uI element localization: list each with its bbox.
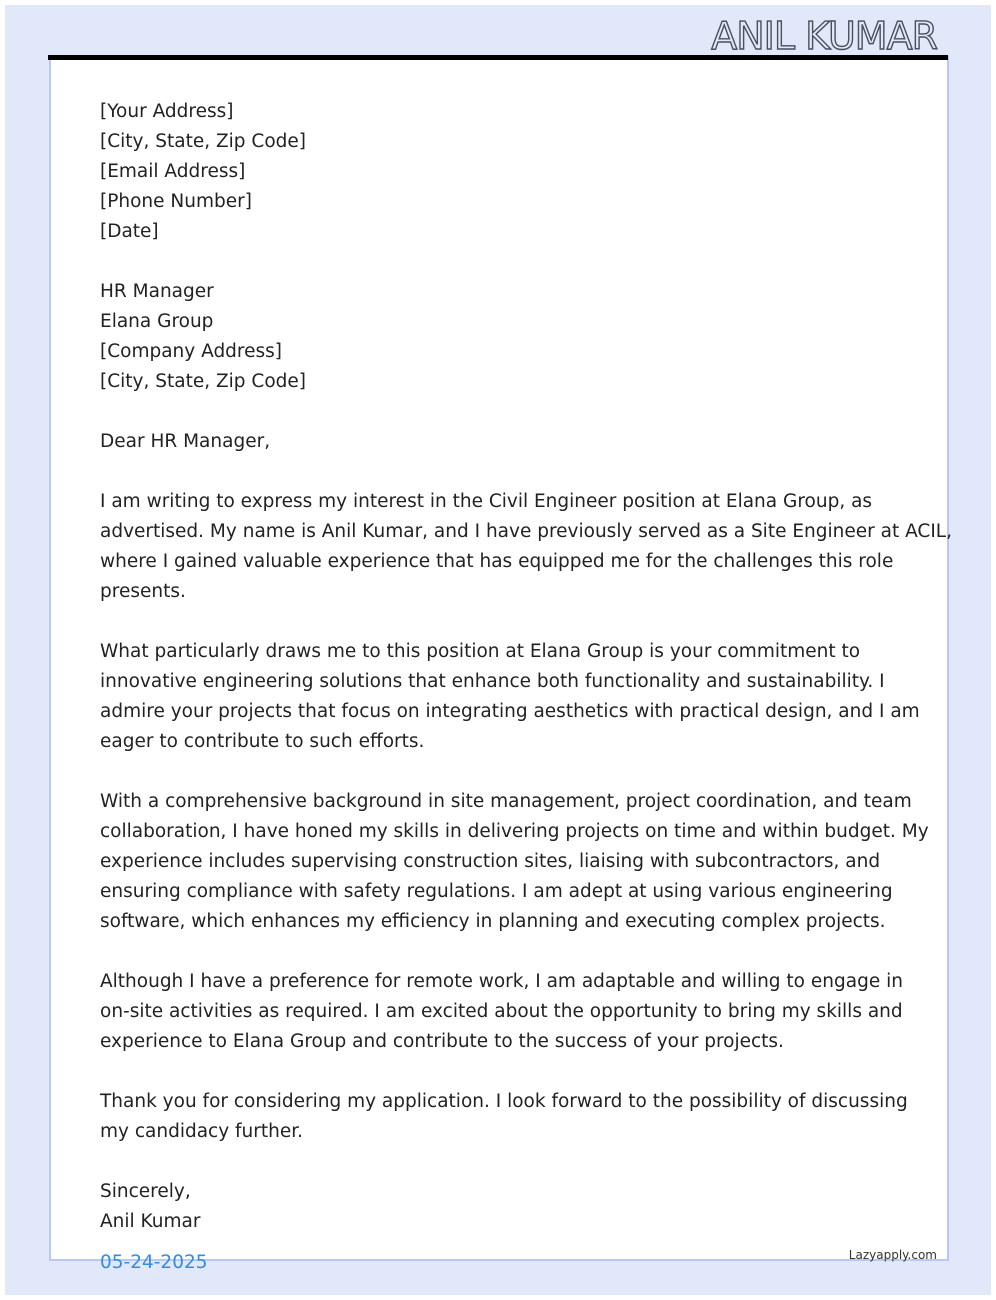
footer-date: 05-24-2025 xyxy=(100,1252,208,1273)
paragraph-line: ensuring compliance with safety regulations. I am adept at using various engineering xyxy=(100,881,893,902)
sender-email: [Email Address] xyxy=(100,161,246,182)
paragraph-line: innovative engineering solutions that enhance both functionality and sustainability. I xyxy=(100,671,885,692)
paragraph-line: on-site activities as required. I am excited about the opportunity to bring my skills and xyxy=(100,1001,903,1022)
paragraph-line: Although I have a preference for remote work, I am adaptable and willing to engage in xyxy=(100,971,903,992)
body-paragraph-4 xyxy=(100,967,903,1057)
paragraph-line: where I gained valuable experience that has equipped me for the challenges this role xyxy=(100,551,894,572)
sender-date: [Date] xyxy=(100,221,159,242)
salutation xyxy=(100,427,900,457)
applicant-name-header: ANIL KUMAR xyxy=(711,14,937,58)
body-paragraph-2 xyxy=(100,637,920,757)
sender-phone: [Phone Number] xyxy=(100,191,252,212)
paragraph-line: advertised. My name is Anil Kumar, and I have previously served as a Site Engineer at ACIL, xyxy=(100,521,952,542)
paragraph-line: software, which enhances my efficiency in planning and executing complex projects. xyxy=(100,911,886,932)
recipient-company: Elana Group xyxy=(100,311,214,332)
valediction: Sincerely, xyxy=(100,1181,191,1202)
cover-letter xyxy=(100,97,952,1237)
body-paragraph-5 xyxy=(100,1087,908,1147)
recipient-address: [Company Address] xyxy=(100,341,283,362)
paragraph-line: I am writing to express my interest in the Civil Engineer position at Elana Group, as xyxy=(100,491,873,512)
paragraph-line: my candidacy further. xyxy=(100,1121,304,1142)
paragraph-line: experience includes supervising construction sites, liaising with subcontractors, and xyxy=(100,851,881,872)
paragraph-line: collaboration, I have honed my skills in delivering projects on time and within budget. My xyxy=(100,821,929,842)
paragraph-line: What particularly draws me to this position at Elana Group is your commitment to xyxy=(100,641,861,662)
recipient-title: HR Manager xyxy=(100,281,214,302)
paragraph-line: presents. xyxy=(100,581,186,602)
paragraph-line: eager to contribute to such efforts. xyxy=(100,731,425,752)
paragraph-line: Thank you for considering my application. I look forward to the possibility of discussing xyxy=(100,1091,908,1112)
sender-city-state-zip: [City, State, Zip Code] xyxy=(100,131,306,152)
paragraph-line: With a comprehensive background in site management, project coordination, and team xyxy=(100,791,912,812)
sender-block xyxy=(100,97,900,247)
recipient-city-state-zip: [City, State, Zip Code] xyxy=(100,371,306,392)
closing-block xyxy=(100,1177,900,1237)
salutation-text: Dear HR Manager, xyxy=(100,431,271,452)
recipient-block xyxy=(100,277,900,397)
paragraph-line: admire your projects that focus on integrating aesthetics with practical design, and I am xyxy=(100,701,920,722)
body-paragraph-1 xyxy=(100,487,952,607)
footer-brand: Lazyapply.com xyxy=(848,1248,937,1262)
paragraph-line: experience to Elana Group and contribute to the success of your projects. xyxy=(100,1031,784,1052)
signature-name: Anil Kumar xyxy=(100,1211,201,1232)
body-paragraph-3 xyxy=(100,787,929,937)
sender-address: [Your Address] xyxy=(100,101,234,122)
